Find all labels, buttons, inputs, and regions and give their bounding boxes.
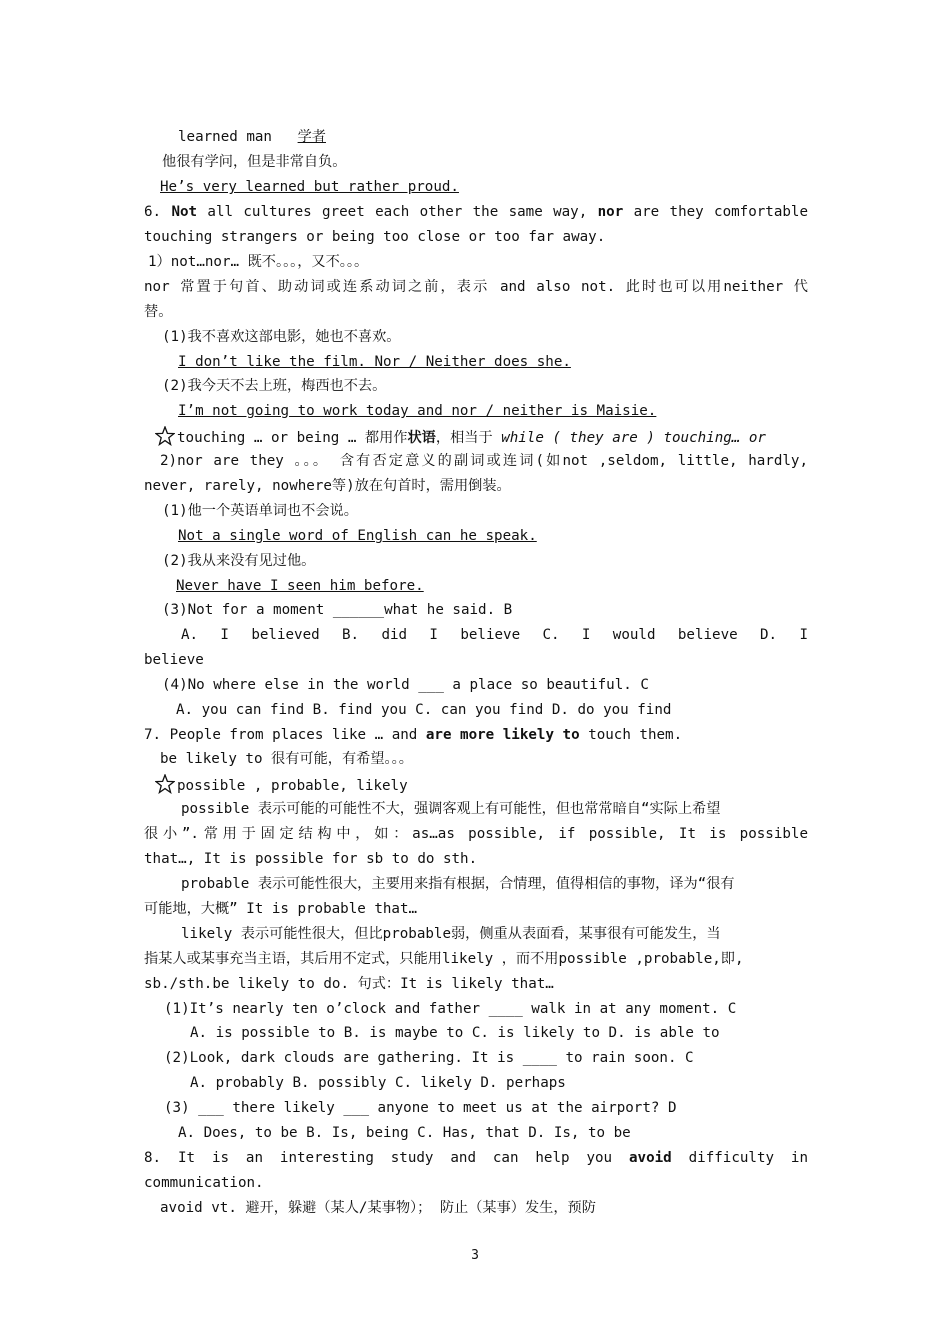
answer-options: A. is possible to B. is maybe to C. is likely to D. is able to — [190, 1025, 720, 1041]
question: (4)No where else in the world ___ a place so beautiful. C — [162, 677, 649, 693]
example-sentence: Not a single word of English can he speak. — [178, 528, 537, 544]
note-line: touching … or being … 都用作状语，相当于 while ( they are ) touching… or — [155, 426, 810, 448]
star-outline-icon — [155, 426, 175, 446]
answer-options: A. you can find B. find you C. can you find D. do you find — [176, 702, 672, 718]
line: nor 常置于句首、助动词或连系动词之前，表示 and also not. 此时也可以用neither 代 — [144, 279, 808, 295]
keyword-nor: nor — [597, 204, 624, 220]
line: be likely to 很有可能，有希望。。。 — [160, 751, 413, 767]
example-sentence: He’s very learned but rather proud. — [160, 179, 459, 195]
question: (1)It’s nearly ten o’clock and father ____ walk in at any moment. C — [164, 1001, 737, 1017]
example-sentence: I’m not going to work today and nor / neither is Maisie. — [178, 403, 657, 419]
line: 很小”.常用于固定结构中，如：as…as possible, if possible, It is possible — [144, 826, 808, 842]
keyword-not: Not — [171, 204, 198, 220]
section-heading-8: 8. It is an interesting study and can help you avoid difficulty in — [144, 1150, 809, 1166]
star-outline-icon — [155, 774, 175, 794]
line: 1）not…nor… 既不。。。，又不。。。 — [148, 254, 369, 270]
line: possible 表示可能的可能性不大，强调客观上有可能性，但也常常暗自“实际上希望 — [181, 801, 721, 817]
question: (3) ___ there likely ___ anyone to meet us at the airport? D — [164, 1100, 677, 1116]
line: likely 表示可能性很大，但比probable弱，侧重从表面看，某事很有可能发生，当 — [181, 926, 721, 942]
line: 可能地，大概” It is probable that… — [144, 901, 418, 917]
line: (2)我今天不去上班，梅西也不去。 — [162, 378, 387, 394]
example-sentence: I don’t like the film. Nor / Neither does she. — [178, 354, 571, 370]
keyword-avoid: avoid — [628, 1150, 672, 1166]
line: 他很有学问，但是非常自负。 — [162, 154, 347, 170]
line: (1)我不喜欢这部电影，她也不喜欢。 — [162, 329, 401, 345]
line: believe — [144, 652, 204, 668]
vocab-term: learned man — [178, 129, 272, 145]
line: that…, It is possible for sb to do sth. — [144, 851, 478, 867]
line: never, rarely, nowhere等)放在句首时，需用倒装。 — [144, 478, 511, 494]
line: touching strangers or being too close or too far away. — [144, 229, 606, 245]
line — [178, 127, 326, 147]
line: sb./sth.be likely to do. 句式：It is likely that… — [144, 976, 554, 992]
line: avoid vt. 避开，躲避（某人/某事物）； 防止（某事）发生，预防 — [160, 1200, 596, 1216]
page-number: 3 — [471, 1248, 479, 1263]
answer-options: A. I believed B. did I believe C. I would believe D. I — [181, 627, 808, 643]
question: (3)Not for a moment ______what he said. B — [162, 602, 513, 618]
line: 替。 — [144, 304, 173, 320]
question: (2)Look, dark clouds are gathering. It is ____ to rain soon. C — [164, 1050, 694, 1066]
vocab-translation: 学者 — [297, 129, 326, 145]
line: (1)他一个英语单词也不会说。 — [162, 503, 358, 519]
line: (2)我从来没有见过他。 — [162, 553, 316, 569]
example-sentence: Never have I seen him before. — [176, 578, 424, 594]
answer-options: A. probably B. possibly C. likely D. perhaps — [190, 1075, 566, 1091]
line: 2)nor are they 。。。 含有否定意义的副词或连词(如not ,seldom, little, hardly, — [160, 453, 808, 469]
section-heading-6: 6. Not all cultures greet each other the same way, nor are they comfortable — [144, 204, 808, 220]
answer-options: A. Does, to be B. Is, being C. Has, that D. Is, to be — [178, 1125, 631, 1141]
keyword-likely: are more likely to — [425, 727, 580, 743]
line: probable 表示可能性很大，主要用来指有根据，合情理，值得相信的事物，译为“很有 — [181, 876, 735, 892]
line: 指某人或某事充当主语，其后用不定式，只能用likely ，而不用possible ,probable,即, — [144, 951, 744, 967]
note-line: possible , probable, likely — [155, 774, 408, 796]
section-heading-7: 7. People from places like … and are more likely to touch them. — [144, 727, 683, 743]
line: communication. — [144, 1175, 264, 1191]
